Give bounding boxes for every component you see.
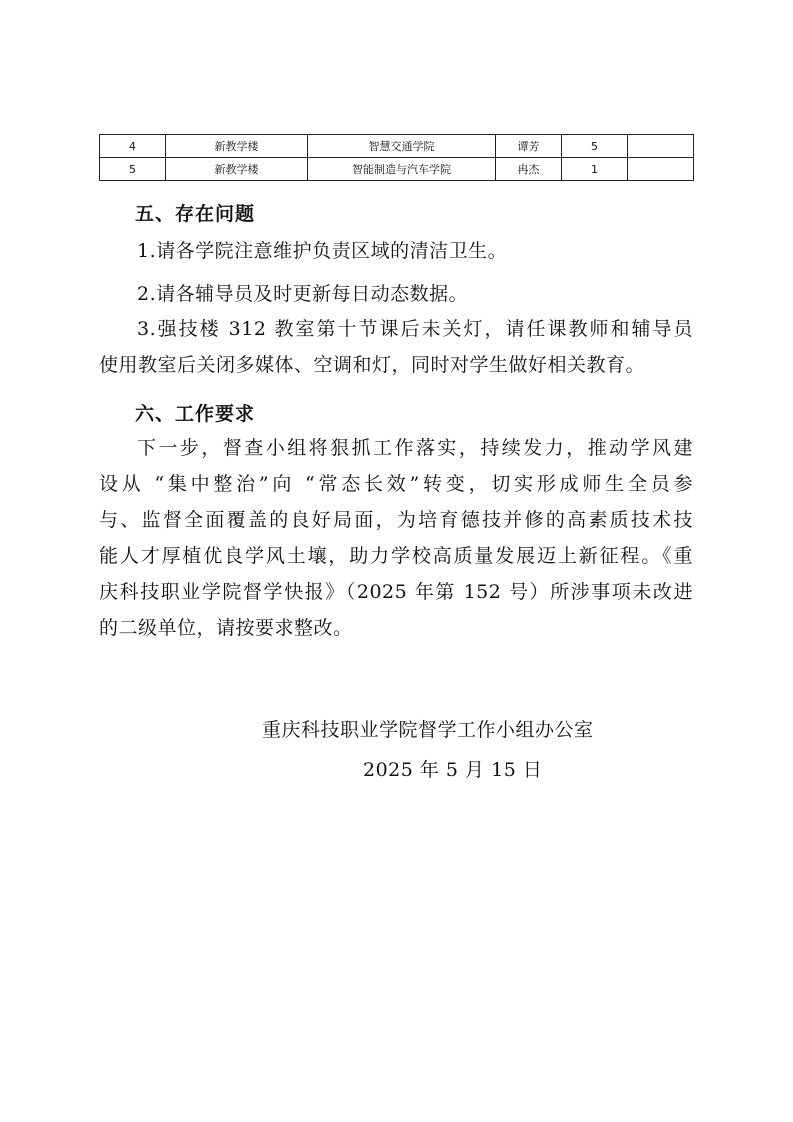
- building-cell: 新教学楼: [166, 158, 308, 181]
- note-cell: [628, 135, 694, 158]
- college-cell: 智能制造与汽车学院: [308, 158, 496, 181]
- paragraph-line: 的二级单位，请按要求整改。: [99, 617, 353, 639]
- paragraph-line: 设从 “集中整治”向 “常态长效”转变，切实形成师生全员参: [99, 473, 693, 495]
- work-requirements-paragraph: [99, 430, 693, 646]
- table-row: [100, 158, 694, 181]
- count-cell: 5: [562, 135, 628, 158]
- issue-item-1: 1.请各学院注意维护负责区域的清洁卫生。: [137, 240, 508, 262]
- college-cell: 智慧交通学院: [308, 135, 496, 158]
- paragraph-line: 下一步，督查小组将狠抓工作落实，持续发力，推动学风建: [137, 437, 693, 459]
- paragraph-line: 庆科技职业学院督学快报》（2025 年第 152 号）所涉事项未改进: [99, 581, 693, 603]
- paragraph-line: 与、监督全面覆盖的良好局面，为培育德技并修的高素质技术技: [99, 509, 693, 531]
- count-cell: 1: [562, 158, 628, 181]
- section-5-heading: 五、存在问题: [135, 203, 256, 225]
- row-number: 5: [100, 158, 166, 181]
- issue-date: 2025 年 5 月 15 日: [363, 759, 543, 781]
- paragraph-line: 能人才厚植优良学风土壤，助力学校高质量发展迈上新征程。《重: [99, 545, 693, 567]
- issue-item-3-line-1: 3.强技楼 312 教室第十节课后未关灯，请任课教师和辅导员: [137, 318, 693, 340]
- issuing-office: 重庆科技职业学院督学工作小组办公室: [262, 719, 594, 741]
- inspection-table: [99, 134, 694, 181]
- building-cell: 新教学楼: [166, 135, 308, 158]
- note-cell: [628, 158, 694, 181]
- person-cell: 冉杰: [496, 158, 562, 181]
- issue-item-2: 2.请各辅导员及时更新每日动态数据。: [137, 283, 469, 305]
- person-cell: 谭芳: [496, 135, 562, 158]
- issue-item-3-line-2: 使用教室后关闭多媒体、空调和灯，同时对学生做好相关教育。: [99, 354, 646, 376]
- issue-item-3: [99, 311, 693, 383]
- row-number: 4: [100, 135, 166, 158]
- table-row: [100, 135, 694, 158]
- section-6-heading: 六、工作要求: [135, 403, 256, 425]
